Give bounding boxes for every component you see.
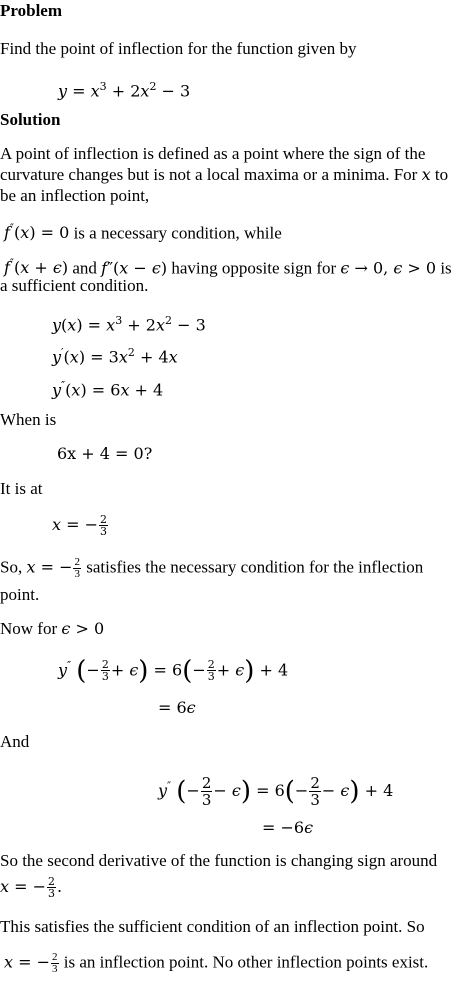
problem-heading: Problem xyxy=(0,1,63,20)
problem-equation: $y = x^3 + 2x^2 - 3$ xyxy=(58,80,191,101)
eq-y-double-prime: y″(x) = 6x + 4 xyxy=(52,379,164,400)
necessary-condition: f″(x) = 0 is a necessary condition, while xyxy=(4,222,282,243)
so-line-1: So, x = − $\frac{2}{3}$ satisfies the necessary condition for the inflection xyxy=(0,556,424,580)
conclusion-line: x = − $\frac{2}{3}$ is an inflection point. No other inflection points exist. xyxy=(4,951,429,975)
eval-minus: y″ (− $\frac{2}{3}$ − ϵ) = 6(− $\frac{2}{3}$ − ϵ) + 4 xyxy=(158,774,394,809)
sufficient-line-2: a sufficient condition. xyxy=(0,276,149,295)
sufficient-condition: f″(x + ϵ) and f″(x − ϵ) having opposite sign for ϵ → 0, ϵ > 0 is xyxy=(4,257,452,278)
it-is-at: It is at xyxy=(0,479,43,498)
eq-y-prime: $y'(x) = 3x^2 + 4x$ xyxy=(52,346,178,367)
eq-y: $y(x) = x^3 + 2x^2 - 3$ xyxy=(52,314,206,335)
so-second-line-1: So the second derivative of the function is changing sign around xyxy=(0,851,438,870)
when-is: When is xyxy=(0,410,57,429)
satisfies-line: This satisfies the sufficient condition of an inflection point. So xyxy=(0,917,425,936)
eval-plus-result: = 6ϵ xyxy=(158,698,196,717)
solution-heading: Solution xyxy=(0,110,61,129)
x-value: x = − $\frac{2}{3}$ xyxy=(52,513,108,538)
eval-plus: y″ (− $\frac{2}{3}$ + ϵ) = 6(− $\frac{2}{3}$ + ϵ) + 4 xyxy=(58,655,289,686)
eval-minus-result: = −6ϵ xyxy=(262,818,314,837)
now-for: Now for ϵ > 0 xyxy=(0,619,105,638)
when-equation: 6x + 4 = 0? xyxy=(57,444,153,463)
intro-line-3: be an inflection point, xyxy=(0,186,150,205)
problem-statement: Find the point of inflection for the function given by xyxy=(0,39,357,58)
intro-line-1: A point of inflection is defined as a point where the sign of the xyxy=(0,144,426,163)
so-second-line-2: x = − $\frac{2}{3}$ . xyxy=(0,875,63,900)
so-line-2: point. xyxy=(0,585,40,604)
intro-line-2: curvature changes but is not a local maxima or a minima. For x to xyxy=(0,165,449,184)
and: And xyxy=(0,732,30,751)
